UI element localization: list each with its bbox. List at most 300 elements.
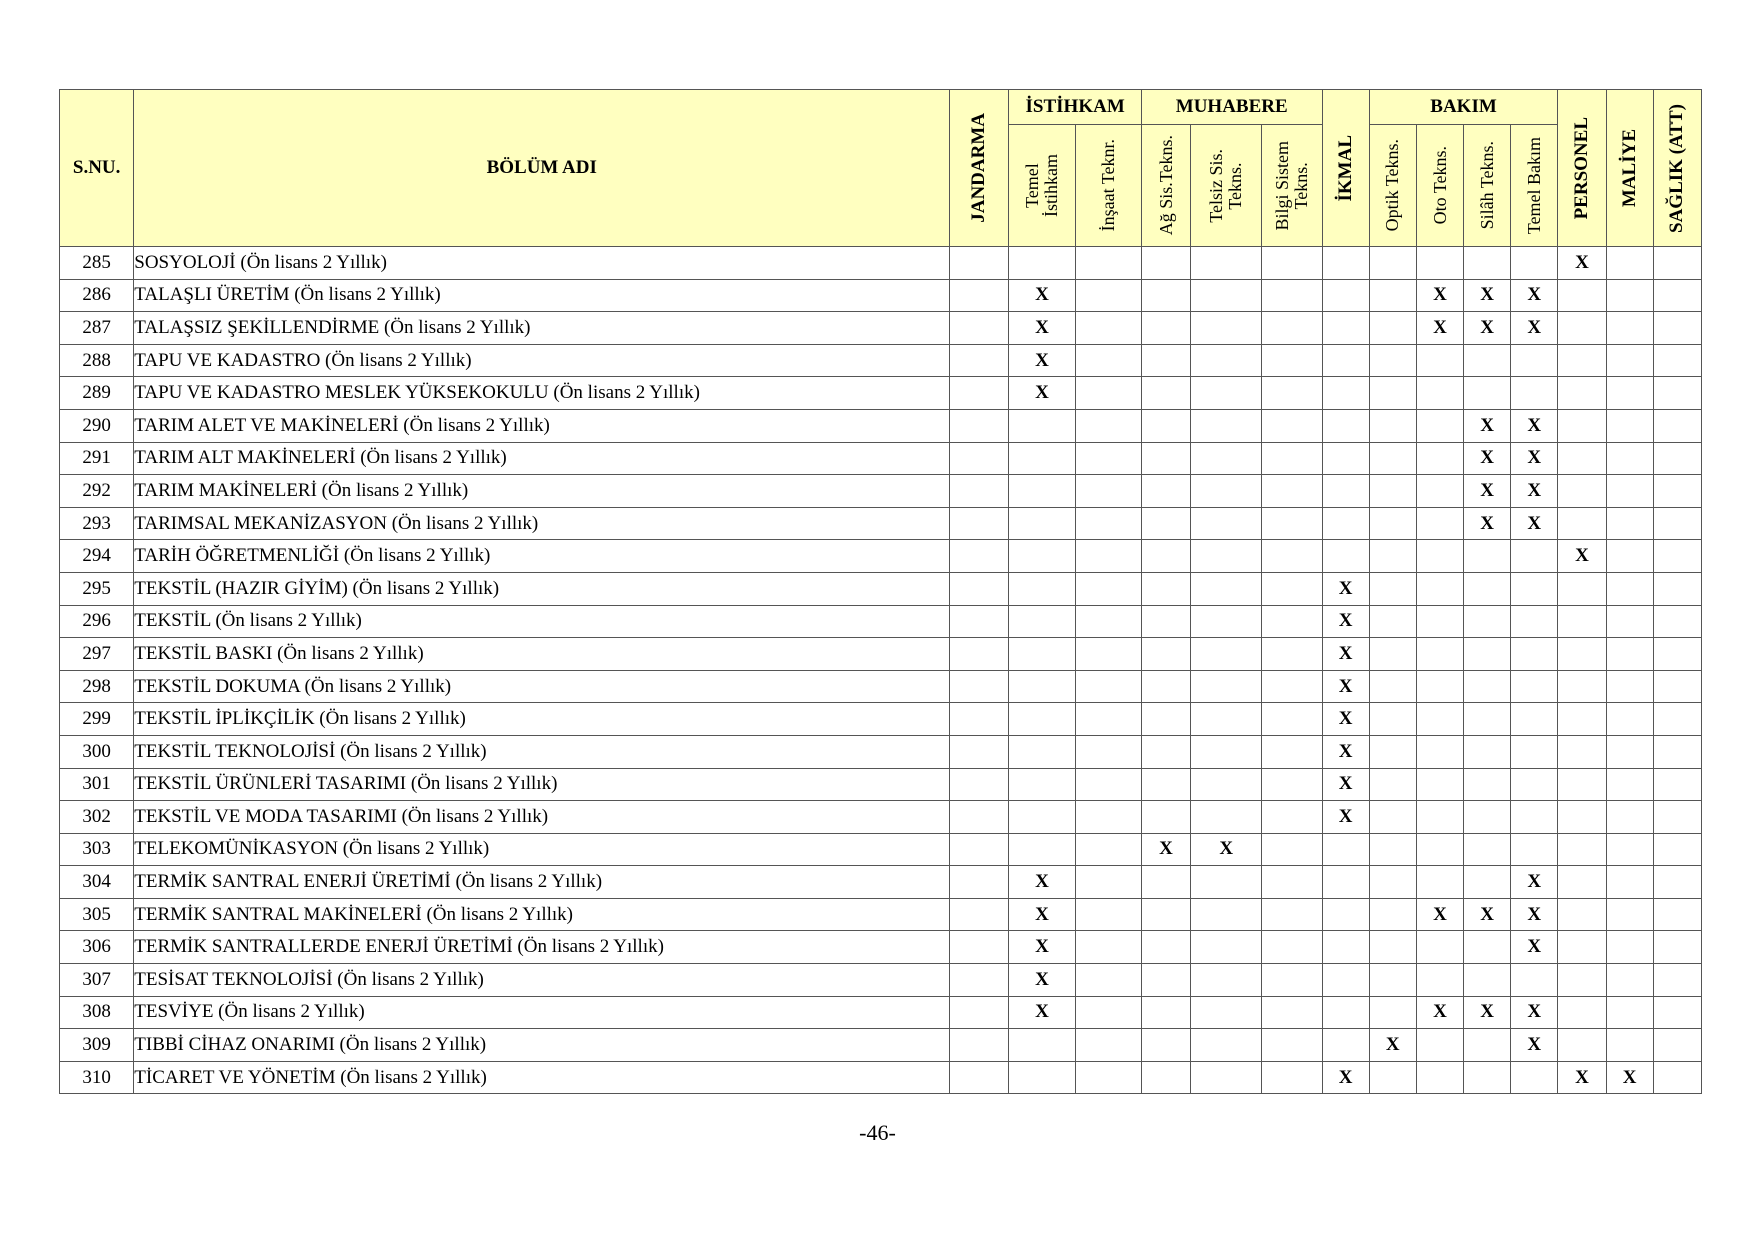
mark-cell: X bbox=[1511, 931, 1558, 964]
empty-cell bbox=[950, 247, 1009, 280]
empty-cell bbox=[1464, 866, 1511, 899]
empty-cell bbox=[1262, 279, 1322, 312]
header-saglik bbox=[1653, 90, 1701, 247]
empty-cell bbox=[1191, 442, 1262, 475]
empty-cell bbox=[1075, 279, 1141, 312]
empty-cell bbox=[1009, 247, 1075, 280]
table-row bbox=[60, 344, 1702, 377]
empty-cell bbox=[1075, 703, 1141, 736]
empty-cell bbox=[1464, 247, 1511, 280]
empty-cell bbox=[1653, 735, 1701, 768]
empty-cell bbox=[1262, 344, 1322, 377]
empty-cell bbox=[1262, 638, 1322, 671]
empty-cell bbox=[1075, 996, 1141, 1029]
empty-cell bbox=[1262, 1061, 1322, 1094]
row-number: 303 bbox=[60, 833, 134, 866]
mark-cell: X bbox=[1322, 605, 1369, 638]
empty-cell bbox=[1369, 638, 1416, 671]
empty-cell bbox=[1141, 866, 1190, 899]
table-row bbox=[60, 735, 1702, 768]
empty-cell bbox=[1369, 735, 1416, 768]
empty-cell bbox=[1464, 638, 1511, 671]
empty-cell bbox=[1606, 866, 1653, 899]
program-name: TESVİYE (Ön lisans 2 Yıllık) bbox=[134, 996, 950, 1029]
header-bilgi-label: Bilgi Sistem Tekns. bbox=[1272, 140, 1311, 231]
empty-cell bbox=[1416, 768, 1463, 801]
empty-cell bbox=[1606, 572, 1653, 605]
empty-cell bbox=[1653, 279, 1701, 312]
empty-cell bbox=[950, 801, 1009, 834]
mark-cell: X bbox=[1009, 377, 1075, 410]
empty-cell bbox=[1262, 866, 1322, 899]
mark-cell: X bbox=[1009, 964, 1075, 997]
empty-cell bbox=[1369, 931, 1416, 964]
mark-cell: X bbox=[1464, 442, 1511, 475]
mark-cell: X bbox=[1511, 312, 1558, 345]
header-ag-sis-label: Ağ Sis.Tekns. bbox=[1155, 135, 1176, 236]
empty-cell bbox=[1009, 572, 1075, 605]
empty-cell bbox=[1653, 1061, 1701, 1094]
empty-cell bbox=[1464, 703, 1511, 736]
empty-cell bbox=[1141, 377, 1190, 410]
empty-cell bbox=[950, 572, 1009, 605]
empty-cell bbox=[1075, 1061, 1141, 1094]
header-telsiz-label: Telsiz Sis. Tekns. bbox=[1206, 148, 1246, 223]
empty-cell bbox=[950, 1029, 1009, 1062]
empty-cell bbox=[1262, 605, 1322, 638]
empty-cell bbox=[1606, 670, 1653, 703]
empty-cell bbox=[1191, 475, 1262, 508]
empty-cell bbox=[1322, 540, 1369, 573]
empty-cell bbox=[1369, 996, 1416, 1029]
empty-cell bbox=[1075, 866, 1141, 899]
table-row bbox=[60, 312, 1702, 345]
empty-cell bbox=[1141, 996, 1190, 1029]
empty-cell bbox=[1191, 801, 1262, 834]
empty-cell bbox=[1416, 735, 1463, 768]
program-name: TALAŞSIZ ŞEKİLLENDİRME (Ön lisans 2 Yıllık) bbox=[134, 312, 950, 345]
empty-cell bbox=[1009, 703, 1075, 736]
empty-cell bbox=[1511, 1061, 1558, 1094]
mark-cell: X bbox=[1558, 1061, 1606, 1094]
mark-cell: X bbox=[1511, 409, 1558, 442]
empty-cell bbox=[1009, 409, 1075, 442]
empty-cell bbox=[1606, 605, 1653, 638]
empty-cell bbox=[1653, 344, 1701, 377]
empty-cell bbox=[1416, 931, 1463, 964]
program-name: TEKSTİL ÜRÜNLERİ TASARIMI (Ön lisans 2 Yıllık) bbox=[134, 768, 950, 801]
empty-cell bbox=[1653, 898, 1701, 931]
row-number: 291 bbox=[60, 442, 134, 475]
empty-cell bbox=[1464, 344, 1511, 377]
header-maliye bbox=[1606, 90, 1653, 247]
empty-cell bbox=[1653, 931, 1701, 964]
header-ikmal-label: İKMAL bbox=[1334, 134, 1356, 202]
empty-cell bbox=[1606, 540, 1653, 573]
empty-cell bbox=[1653, 768, 1701, 801]
mark-cell: X bbox=[1511, 507, 1558, 540]
empty-cell bbox=[1075, 833, 1141, 866]
empty-cell bbox=[1416, 344, 1463, 377]
empty-cell bbox=[1191, 735, 1262, 768]
empty-cell bbox=[1606, 344, 1653, 377]
program-name: TİCARET VE YÖNETİM (Ön lisans 2 Yıllık) bbox=[134, 1061, 950, 1094]
empty-cell bbox=[1191, 1029, 1262, 1062]
empty-cell bbox=[1141, 703, 1190, 736]
table-row bbox=[60, 801, 1702, 834]
table-row bbox=[60, 833, 1702, 866]
row-number: 310 bbox=[60, 1061, 134, 1094]
mark-cell: X bbox=[1009, 931, 1075, 964]
empty-cell bbox=[1511, 670, 1558, 703]
empty-cell bbox=[1606, 931, 1653, 964]
empty-cell bbox=[1262, 670, 1322, 703]
mark-cell: X bbox=[1606, 1061, 1653, 1094]
empty-cell bbox=[1191, 409, 1262, 442]
empty-cell bbox=[950, 507, 1009, 540]
row-number: 289 bbox=[60, 377, 134, 410]
empty-cell bbox=[950, 768, 1009, 801]
mark-cell: X bbox=[1464, 409, 1511, 442]
table-row bbox=[60, 540, 1702, 573]
empty-cell bbox=[1141, 507, 1190, 540]
empty-cell bbox=[1262, 768, 1322, 801]
row-number: 306 bbox=[60, 931, 134, 964]
mark-cell: X bbox=[1322, 638, 1369, 671]
empty-cell bbox=[1009, 670, 1075, 703]
empty-cell bbox=[1653, 996, 1701, 1029]
empty-cell bbox=[1322, 507, 1369, 540]
header-istihkam: İSTİHKAM bbox=[1009, 90, 1141, 125]
empty-cell bbox=[1262, 572, 1322, 605]
empty-cell bbox=[1558, 833, 1606, 866]
empty-cell bbox=[1511, 768, 1558, 801]
empty-cell bbox=[950, 279, 1009, 312]
empty-cell bbox=[1653, 507, 1701, 540]
empty-cell bbox=[950, 931, 1009, 964]
program-name: TESİSAT TEKNOLOJİSİ (Ön lisans 2 Yıllık) bbox=[134, 964, 950, 997]
empty-cell bbox=[1606, 898, 1653, 931]
empty-cell bbox=[1558, 703, 1606, 736]
empty-cell bbox=[1653, 670, 1701, 703]
empty-cell bbox=[1075, 540, 1141, 573]
row-number: 302 bbox=[60, 801, 134, 834]
empty-cell bbox=[1653, 540, 1701, 573]
empty-cell bbox=[950, 605, 1009, 638]
empty-cell bbox=[1322, 833, 1369, 866]
empty-cell bbox=[1606, 312, 1653, 345]
empty-cell bbox=[1416, 670, 1463, 703]
empty-cell bbox=[1322, 898, 1369, 931]
empty-cell bbox=[1606, 833, 1653, 866]
mark-cell: X bbox=[1322, 735, 1369, 768]
empty-cell bbox=[1558, 279, 1606, 312]
empty-cell bbox=[1322, 312, 1369, 345]
empty-cell bbox=[1262, 312, 1322, 345]
empty-cell bbox=[1653, 572, 1701, 605]
empty-cell bbox=[950, 833, 1009, 866]
header-insaat-tekn bbox=[1075, 125, 1141, 247]
empty-cell bbox=[1075, 442, 1141, 475]
table-row bbox=[60, 768, 1702, 801]
empty-cell bbox=[1511, 572, 1558, 605]
program-name: SOSYOLOJİ (Ön lisans 2 Yıllık) bbox=[134, 247, 950, 280]
empty-cell bbox=[1606, 279, 1653, 312]
table-row bbox=[60, 442, 1702, 475]
empty-cell bbox=[1262, 703, 1322, 736]
empty-cell bbox=[1606, 703, 1653, 736]
empty-cell bbox=[1322, 866, 1369, 899]
empty-cell bbox=[1653, 703, 1701, 736]
program-name: TELEKOMÜNİKASYON (Ön lisans 2 Yıllık) bbox=[134, 833, 950, 866]
empty-cell bbox=[1322, 377, 1369, 410]
empty-cell bbox=[1511, 247, 1558, 280]
empty-cell bbox=[1191, 344, 1262, 377]
mark-cell: X bbox=[1464, 507, 1511, 540]
empty-cell bbox=[1606, 475, 1653, 508]
empty-cell bbox=[950, 866, 1009, 899]
row-number: 298 bbox=[60, 670, 134, 703]
empty-cell bbox=[1416, 866, 1463, 899]
empty-cell bbox=[1009, 442, 1075, 475]
mark-cell: X bbox=[1464, 279, 1511, 312]
empty-cell bbox=[1075, 670, 1141, 703]
mark-cell: X bbox=[1464, 312, 1511, 345]
empty-cell bbox=[1558, 377, 1606, 410]
empty-cell bbox=[1369, 898, 1416, 931]
program-name: TEKSTİL DOKUMA (Ön lisans 2 Yıllık) bbox=[134, 670, 950, 703]
empty-cell bbox=[1464, 964, 1511, 997]
empty-cell bbox=[1141, 670, 1190, 703]
table-row bbox=[60, 475, 1702, 508]
empty-cell bbox=[1558, 735, 1606, 768]
header-maliye-label: MALİYE bbox=[1618, 128, 1640, 208]
empty-cell bbox=[1262, 247, 1322, 280]
table-row bbox=[60, 670, 1702, 703]
empty-cell bbox=[1558, 801, 1606, 834]
empty-cell bbox=[1464, 1061, 1511, 1094]
empty-cell bbox=[1369, 572, 1416, 605]
mark-cell: X bbox=[1322, 801, 1369, 834]
empty-cell bbox=[1558, 475, 1606, 508]
mark-cell: X bbox=[1416, 312, 1463, 345]
header-bolum-adi: BÖLÜM ADI bbox=[134, 90, 950, 247]
empty-cell bbox=[1464, 801, 1511, 834]
empty-cell bbox=[1191, 931, 1262, 964]
empty-cell bbox=[1009, 475, 1075, 508]
empty-cell bbox=[1075, 1029, 1141, 1062]
empty-cell bbox=[1262, 507, 1322, 540]
empty-cell bbox=[1191, 768, 1262, 801]
empty-cell bbox=[1262, 409, 1322, 442]
row-number: 297 bbox=[60, 638, 134, 671]
empty-cell bbox=[1369, 409, 1416, 442]
empty-cell bbox=[1262, 801, 1322, 834]
empty-cell bbox=[1464, 377, 1511, 410]
table-row bbox=[60, 377, 1702, 410]
empty-cell bbox=[1511, 540, 1558, 573]
header-bakim: BAKIM bbox=[1369, 90, 1558, 125]
table-row bbox=[60, 898, 1702, 931]
empty-cell bbox=[1191, 996, 1262, 1029]
mark-cell: X bbox=[1464, 898, 1511, 931]
empty-cell bbox=[1141, 768, 1190, 801]
program-name: TEKSTİL VE MODA TASARIMI (Ön lisans 2 Yıllık) bbox=[134, 801, 950, 834]
header-temel-bakim-label: Temel Bakım bbox=[1523, 136, 1544, 235]
empty-cell bbox=[950, 735, 1009, 768]
empty-cell bbox=[1464, 735, 1511, 768]
empty-cell bbox=[1558, 866, 1606, 899]
header-telsiz bbox=[1191, 125, 1262, 247]
empty-cell bbox=[1369, 247, 1416, 280]
empty-cell bbox=[1369, 475, 1416, 508]
empty-cell bbox=[1369, 605, 1416, 638]
table-row bbox=[60, 866, 1702, 899]
empty-cell bbox=[1191, 279, 1262, 312]
mark-cell: X bbox=[1369, 1029, 1416, 1062]
empty-cell bbox=[950, 703, 1009, 736]
empty-cell bbox=[1075, 475, 1141, 508]
mark-cell: X bbox=[1511, 898, 1558, 931]
empty-cell bbox=[1464, 833, 1511, 866]
empty-cell bbox=[1075, 247, 1141, 280]
empty-cell bbox=[1262, 475, 1322, 508]
empty-cell bbox=[1511, 964, 1558, 997]
program-name: TEKSTİL (Ön lisans 2 Yıllık) bbox=[134, 605, 950, 638]
empty-cell bbox=[1075, 605, 1141, 638]
program-name: TEKSTİL (HAZIR GİYİM) (Ön lisans 2 Yıllık) bbox=[134, 572, 950, 605]
header-oto bbox=[1416, 125, 1463, 247]
empty-cell bbox=[1558, 507, 1606, 540]
row-number: 293 bbox=[60, 507, 134, 540]
table-row bbox=[60, 247, 1702, 280]
row-number: 300 bbox=[60, 735, 134, 768]
mark-cell: X bbox=[1322, 768, 1369, 801]
empty-cell bbox=[1416, 247, 1463, 280]
table-row bbox=[60, 931, 1702, 964]
empty-cell bbox=[1369, 279, 1416, 312]
mark-cell: X bbox=[1464, 996, 1511, 1029]
mark-cell: X bbox=[1322, 1061, 1369, 1094]
empty-cell bbox=[1653, 377, 1701, 410]
empty-cell bbox=[1416, 572, 1463, 605]
empty-cell bbox=[1009, 540, 1075, 573]
empty-cell bbox=[1009, 735, 1075, 768]
mark-cell: X bbox=[1511, 1029, 1558, 1062]
mark-cell: X bbox=[1511, 442, 1558, 475]
empty-cell bbox=[1606, 1029, 1653, 1062]
empty-cell bbox=[1558, 344, 1606, 377]
empty-cell bbox=[1191, 312, 1262, 345]
empty-cell bbox=[1606, 801, 1653, 834]
empty-cell bbox=[1262, 442, 1322, 475]
empty-cell bbox=[1075, 768, 1141, 801]
empty-cell bbox=[1606, 377, 1653, 410]
empty-cell bbox=[1009, 507, 1075, 540]
row-number: 309 bbox=[60, 1029, 134, 1062]
empty-cell bbox=[1141, 409, 1190, 442]
header-optik bbox=[1369, 125, 1416, 247]
empty-cell bbox=[1416, 377, 1463, 410]
empty-cell bbox=[1262, 735, 1322, 768]
empty-cell bbox=[1009, 638, 1075, 671]
table-body bbox=[60, 247, 1702, 1094]
row-number: 294 bbox=[60, 540, 134, 573]
empty-cell bbox=[1262, 964, 1322, 997]
table-row bbox=[60, 605, 1702, 638]
empty-cell bbox=[1009, 1061, 1075, 1094]
empty-cell bbox=[1141, 1061, 1190, 1094]
empty-cell bbox=[1322, 996, 1369, 1029]
header-oto-label: Oto Tekns. bbox=[1429, 146, 1450, 225]
empty-cell bbox=[1511, 703, 1558, 736]
empty-cell bbox=[1369, 964, 1416, 997]
empty-cell bbox=[950, 475, 1009, 508]
empty-cell bbox=[1322, 1029, 1369, 1062]
empty-cell bbox=[950, 996, 1009, 1029]
row-number: 301 bbox=[60, 768, 134, 801]
empty-cell bbox=[1262, 996, 1322, 1029]
empty-cell bbox=[1464, 768, 1511, 801]
empty-cell bbox=[950, 1061, 1009, 1094]
empty-cell bbox=[1416, 1029, 1463, 1062]
empty-cell bbox=[1464, 605, 1511, 638]
empty-cell bbox=[1558, 996, 1606, 1029]
empty-cell bbox=[1369, 312, 1416, 345]
header-temel-istihkam-label: Temel İstihkam bbox=[1022, 154, 1062, 217]
table-row bbox=[60, 964, 1702, 997]
empty-cell bbox=[1558, 898, 1606, 931]
empty-cell bbox=[1262, 540, 1322, 573]
mark-cell: X bbox=[1009, 279, 1075, 312]
empty-cell bbox=[1075, 344, 1141, 377]
empty-cell bbox=[1558, 572, 1606, 605]
empty-cell bbox=[1191, 670, 1262, 703]
header-personel-label: PERSONEL bbox=[1570, 116, 1592, 220]
empty-cell bbox=[1416, 964, 1463, 997]
row-number: 288 bbox=[60, 344, 134, 377]
empty-cell bbox=[1262, 833, 1322, 866]
empty-cell bbox=[1416, 409, 1463, 442]
row-number: 285 bbox=[60, 247, 134, 280]
empty-cell bbox=[1075, 964, 1141, 997]
program-name: TERMİK SANTRALLERDE ENERJİ ÜRETİMİ (Ön lisans 2 Yıllık) bbox=[134, 931, 950, 964]
header-ag-sis bbox=[1141, 125, 1190, 247]
table-row bbox=[60, 1029, 1702, 1062]
empty-cell bbox=[1369, 768, 1416, 801]
empty-cell bbox=[950, 442, 1009, 475]
empty-cell bbox=[1191, 898, 1262, 931]
empty-cell bbox=[1009, 801, 1075, 834]
program-name: TERMİK SANTRAL ENERJİ ÜRETİMİ (Ön lisans 2 Yıllık) bbox=[134, 866, 950, 899]
empty-cell bbox=[1606, 768, 1653, 801]
mark-cell: X bbox=[1009, 898, 1075, 931]
empty-cell bbox=[1141, 1029, 1190, 1062]
empty-cell bbox=[1653, 638, 1701, 671]
empty-cell bbox=[1606, 409, 1653, 442]
empty-cell bbox=[1141, 475, 1190, 508]
empty-cell bbox=[1416, 605, 1463, 638]
empty-cell bbox=[1653, 312, 1701, 345]
empty-cell bbox=[1322, 247, 1369, 280]
empty-cell bbox=[1369, 377, 1416, 410]
page-number: -46- bbox=[859, 1120, 896, 1145]
empty-cell bbox=[1141, 312, 1190, 345]
row-number: 295 bbox=[60, 572, 134, 605]
program-name: TARIM MAKİNELERİ (Ön lisans 2 Yıllık) bbox=[134, 475, 950, 508]
empty-cell bbox=[1369, 703, 1416, 736]
empty-cell bbox=[1322, 344, 1369, 377]
